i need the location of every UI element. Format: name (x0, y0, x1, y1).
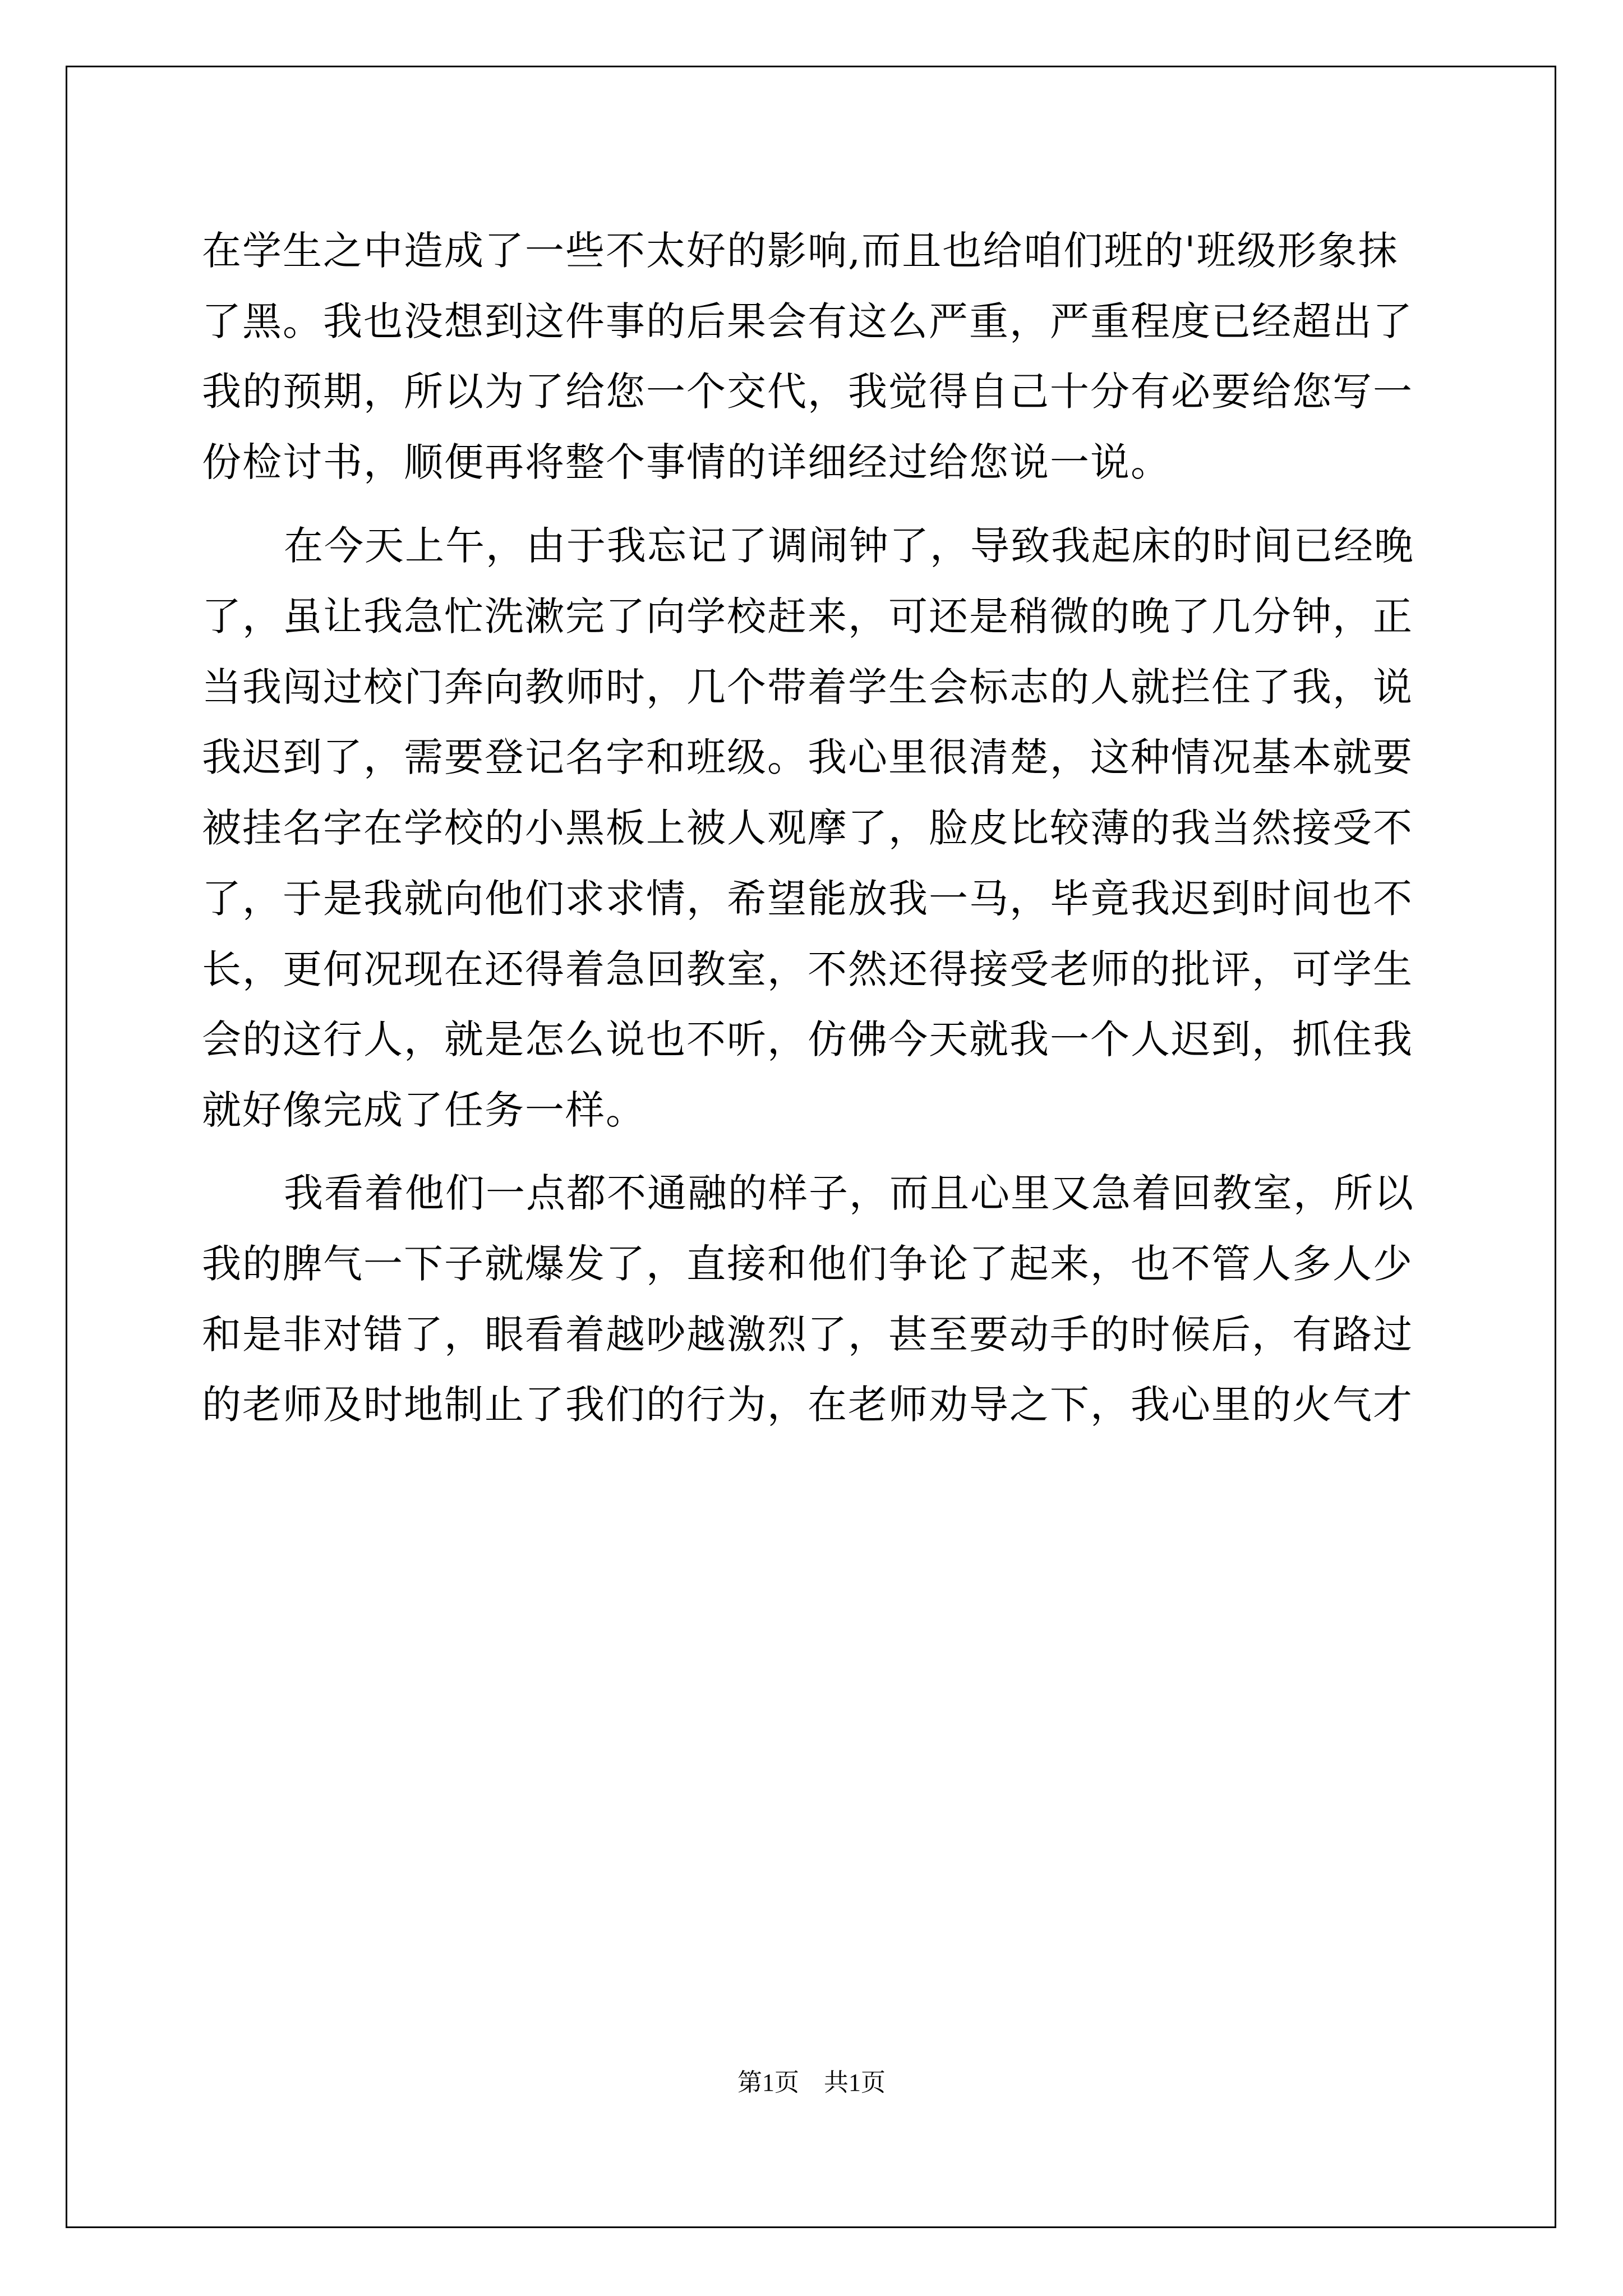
text-line: 会的这行人，就是怎么说也不听，仿佛今天就我一个人迟到，抓住我 (202, 1016, 1413, 1062)
paragraph-first-line: 我看着他们一点都不通融的样子，而且心里又急着回教室，所以 (284, 1170, 1414, 1216)
text-line: 在学生之中造成了一些不太好的影响,而且也给咱们班的'班级形象抹 (202, 228, 1399, 274)
text-line: 我的预期，所以为了给您一个交代，我觉得自己十分有必要给您写一 (202, 369, 1413, 415)
text-line: 我的脾气一下子就爆发了，直接和他们争论了起来，也不管人多人少 (202, 1241, 1413, 1287)
text-line: 被挂名字在学校的小黑板上被人观摩了，脸皮比较薄的我当然接受不 (202, 805, 1413, 851)
text-line: 我迟到了，需要登记名字和班级。我心里很清楚，这种情况基本就要 (202, 734, 1413, 780)
page-number-footer: 第1页 共1页 (737, 2069, 886, 2096)
text-line: 份检讨书，顺便再将整个事情的详细经过给您说一说。 (202, 439, 1171, 485)
paragraph-first-line: 在今天上午，由于我忘记了调闹钟了，导致我起床的时间已经晚 (284, 523, 1414, 569)
text-line: 了黑。我也没想到这件事的后果会有这么严重，严重程度已经超出了 (202, 298, 1413, 344)
text-line: 的老师及时地制止了我们的行为，在老师劝导之下，我心里的火气才 (202, 1382, 1413, 1428)
text-line: 了，于是我就向他们求求情，希望能放我一马，毕竟我迟到时间也不 (202, 876, 1413, 922)
text-line: 和是非对错了，眼看着越吵越激烈了，甚至要动手的时候后，有路过 (202, 1312, 1413, 1358)
text-line: 长，更何况现在还得着急回教室，不然还得接受老师的批评，可学生 (202, 946, 1413, 992)
text-line: 了，虽让我急忙洗漱完了向学校赶来，可还是稍微的晚了几分钟，正 (202, 593, 1413, 639)
text-line: 当我闯过校门奔向教师时，几个带着学生会标志的人就拦住了我，说 (202, 664, 1413, 710)
text-line: 就好像完成了任务一样。 (202, 1087, 646, 1133)
